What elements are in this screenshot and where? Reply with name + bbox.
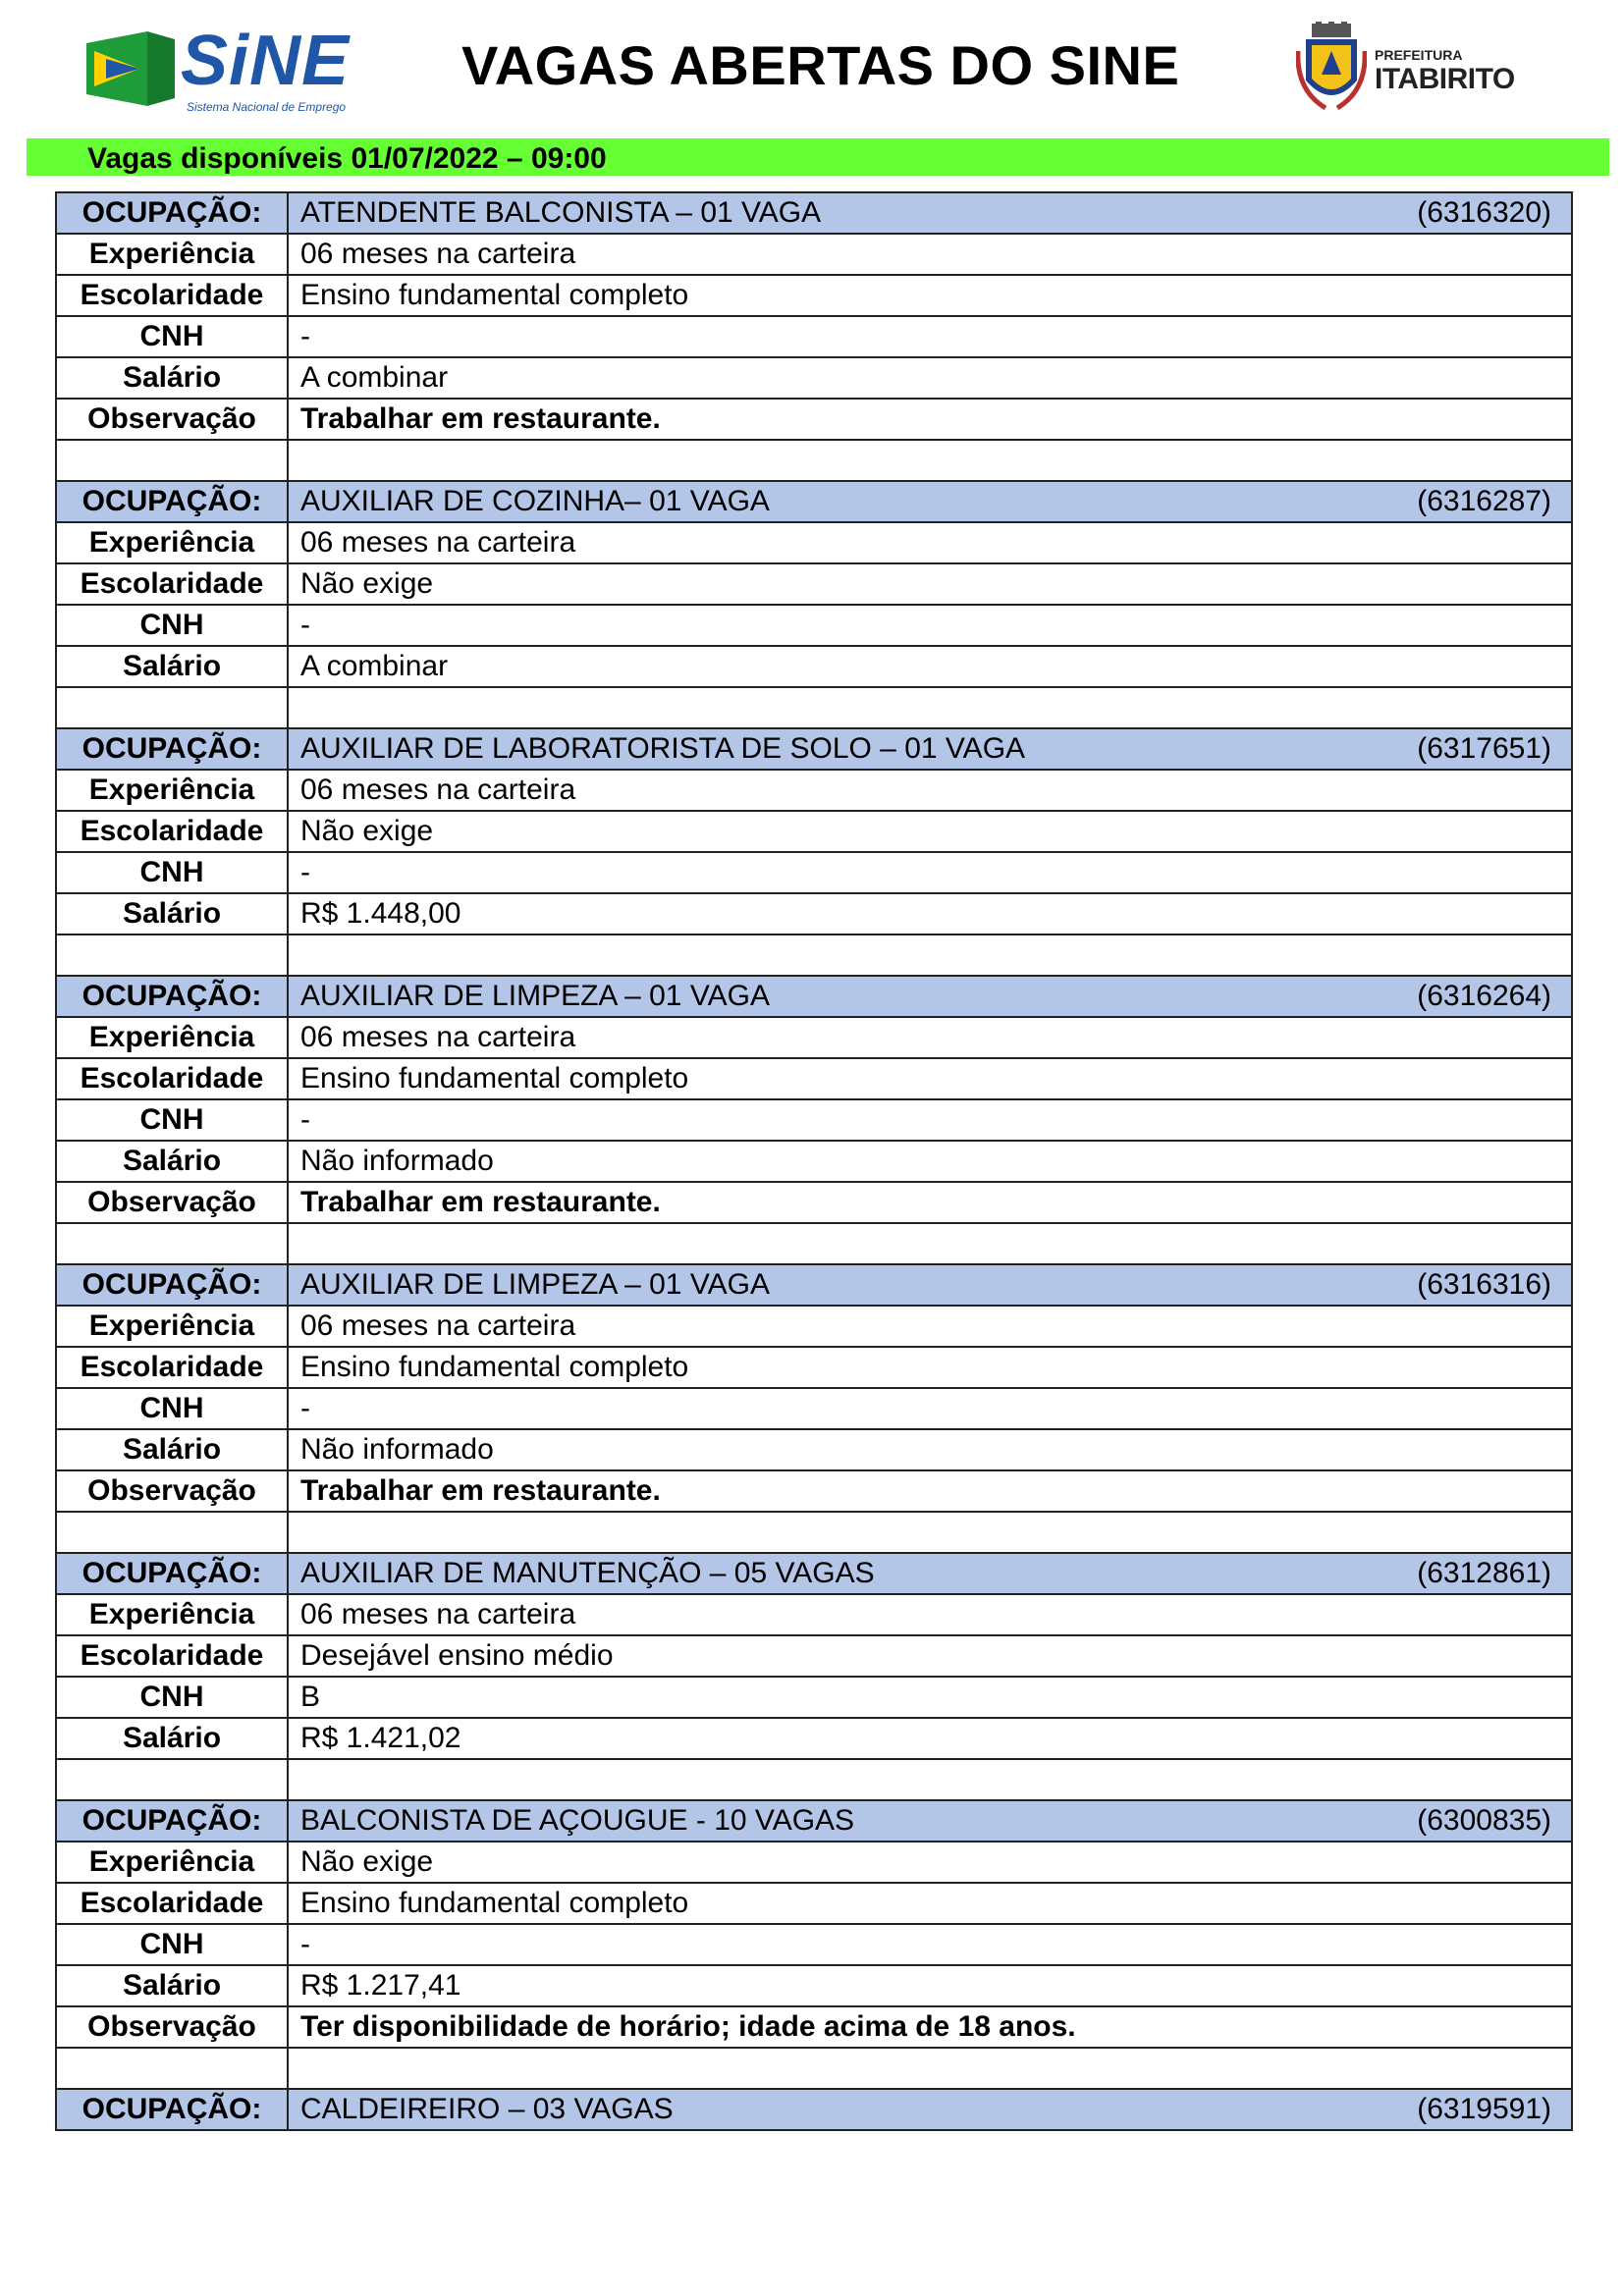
cnh-label: CNH — [56, 1099, 288, 1141]
occupation-title: AUXILIAR DE MANUTENÇÃO – 05 VAGAS — [300, 1557, 875, 1589]
cnh-label: CNH — [56, 1677, 288, 1718]
spacer-cell — [288, 440, 1572, 481]
salario-value: R$ 1.448,00 — [288, 893, 1572, 934]
escolaridade-label: Escolaridade — [56, 1883, 288, 1924]
page-header — [0, 0, 1624, 137]
occupation-cell — [288, 976, 1572, 1017]
occupation-label: OCUPAÇÃO: — [56, 1800, 288, 1842]
job-code: (6316287) — [1417, 485, 1551, 517]
salario-value: R$ 1.217,41 — [288, 1965, 1572, 2006]
observacao-value: Trabalhar em restaurante. — [288, 1470, 1572, 1512]
observacao-label: Observação — [56, 1182, 288, 1223]
job-detail-row — [56, 2006, 1572, 2048]
spacer-row — [56, 1512, 1572, 1553]
spacer-cell — [288, 1223, 1572, 1264]
observacao-value: Trabalhar em restaurante. — [288, 1182, 1572, 1223]
spacer-cell — [56, 934, 288, 976]
experiencia-label: Experiência — [56, 770, 288, 811]
job-detail-row — [56, 399, 1572, 440]
cnh-label: CNH — [56, 852, 288, 893]
job-detail-row — [56, 1594, 1572, 1635]
occupation-row — [56, 2089, 1572, 2130]
spacer-cell — [56, 1512, 288, 1553]
job-detail-row — [56, 1965, 1572, 2006]
page-title: VAGAS ABERTAS DO SINE — [461, 34, 1180, 96]
escolaridade-label: Escolaridade — [56, 1347, 288, 1388]
cnh-value: B — [288, 1677, 1572, 1718]
spacer-row — [56, 934, 1572, 976]
job-detail-row — [56, 316, 1572, 357]
spacer-row — [56, 440, 1572, 481]
experiencia-value: 06 meses na carteira — [288, 234, 1572, 275]
spacer-cell — [288, 1512, 1572, 1553]
escolaridade-label: Escolaridade — [56, 811, 288, 852]
spacer-cell — [288, 687, 1572, 728]
occupation-cell — [288, 481, 1572, 522]
occupation-label: OCUPAÇÃO: — [56, 481, 288, 522]
cnh-value: - — [288, 605, 1572, 646]
escolaridade-label: Escolaridade — [56, 563, 288, 605]
job-detail-row — [56, 1141, 1572, 1182]
job-detail-row — [56, 1718, 1572, 1759]
escolaridade-value: Não exige — [288, 811, 1572, 852]
job-detail-row — [56, 1677, 1572, 1718]
spacer-cell — [288, 934, 1572, 976]
occupation-label: OCUPAÇÃO: — [56, 2089, 288, 2130]
spacer-cell — [56, 687, 288, 728]
salario-value: A combinar — [288, 357, 1572, 399]
occupation-row — [56, 976, 1572, 1017]
job-detail-row — [56, 893, 1572, 934]
experiencia-label: Experiência — [56, 1594, 288, 1635]
city-name: ITABIRITO — [1375, 63, 1515, 95]
occupation-title: AUXILIAR DE COZINHA– 01 VAGA — [300, 485, 770, 517]
observacao-label: Observação — [56, 2006, 288, 2048]
occupation-title: AUXILIAR DE LABORATORISTA DE SOLO – 01 VAGA — [300, 732, 1026, 765]
observacao-value: Trabalhar em restaurante. — [288, 399, 1572, 440]
escolaridade-label: Escolaridade — [56, 1635, 288, 1677]
experiencia-label: Experiência — [56, 234, 288, 275]
spacer-row — [56, 1223, 1572, 1264]
observacao-label: Observação — [56, 399, 288, 440]
escolaridade-value: Ensino fundamental completo — [288, 1347, 1572, 1388]
occupation-cell — [288, 1800, 1572, 1842]
job-detail-row — [56, 1182, 1572, 1223]
job-detail-row — [56, 357, 1572, 399]
sine-logo-text: SiNE — [181, 22, 351, 100]
occupation-cell — [288, 728, 1572, 770]
occupation-label: OCUPAÇÃO: — [56, 976, 288, 1017]
job-detail-row — [56, 1347, 1572, 1388]
observacao-value: Ter disponibilidade de horário; idade acima de 18 anos. — [288, 2006, 1572, 2048]
job-code: (6312861) — [1417, 1557, 1551, 1589]
job-detail-row — [56, 1842, 1572, 1883]
job-detail-row — [56, 1099, 1572, 1141]
experiencia-label: Experiência — [56, 1842, 288, 1883]
occupation-title: ATENDENTE BALCONISTA – 01 VAGA — [300, 196, 822, 229]
escolaridade-label: Escolaridade — [56, 275, 288, 316]
job-code: (6319591) — [1417, 2093, 1551, 2125]
escolaridade-value: Não exige — [288, 563, 1572, 605]
escolaridade-value: Ensino fundamental completo — [288, 275, 1572, 316]
occupation-label: OCUPAÇÃO: — [56, 728, 288, 770]
jobs-table — [55, 191, 1573, 2131]
spacer-row — [56, 687, 1572, 728]
job-code: (6316264) — [1417, 980, 1551, 1012]
occupation-title: BALCONISTA DE AÇOUGUE - 10 VAGAS — [300, 1804, 855, 1837]
job-detail-row — [56, 1924, 1572, 1965]
spacer-cell — [56, 2048, 288, 2089]
occupation-label: OCUPAÇÃO: — [56, 192, 288, 234]
job-detail-row — [56, 646, 1572, 687]
escolaridade-label: Escolaridade — [56, 1058, 288, 1099]
occupation-title: AUXILIAR DE LIMPEZA – 01 VAGA — [300, 1268, 770, 1301]
salario-label: Salário — [56, 357, 288, 399]
occupation-cell — [288, 1264, 1572, 1306]
job-detail-row — [56, 1017, 1572, 1058]
job-detail-row — [56, 275, 1572, 316]
date-banner-text: Vagas disponíveis 01/07/2022 – 09:00 — [87, 142, 607, 175]
job-code: (6316316) — [1417, 1268, 1551, 1301]
occupation-row — [56, 481, 1572, 522]
experiencia-value: 06 meses na carteira — [288, 1017, 1572, 1058]
job-code: (6316320) — [1417, 196, 1551, 229]
prefeitura-label: PREFEITURA — [1375, 47, 1463, 63]
salario-label: Salário — [56, 646, 288, 687]
sine-logo — [86, 22, 361, 114]
occupation-row — [56, 728, 1572, 770]
occupation-title: AUXILIAR DE LIMPEZA – 01 VAGA — [300, 980, 770, 1012]
job-detail-row — [56, 605, 1572, 646]
job-detail-row — [56, 811, 1572, 852]
experiencia-label: Experiência — [56, 1017, 288, 1058]
job-detail-row — [56, 1470, 1572, 1512]
job-detail-row — [56, 1306, 1572, 1347]
spacer-row — [56, 1759, 1572, 1800]
salario-label: Salário — [56, 893, 288, 934]
job-detail-row — [56, 1429, 1572, 1470]
occupation-cell — [288, 2089, 1572, 2130]
experiencia-value: 06 meses na carteira — [288, 770, 1572, 811]
spacer-row — [56, 2048, 1572, 2089]
job-detail-row — [56, 1388, 1572, 1429]
experiencia-label: Experiência — [56, 522, 288, 563]
city-crest-icon — [1296, 22, 1367, 112]
cnh-label: CNH — [56, 605, 288, 646]
job-detail-row — [56, 522, 1572, 563]
salario-value: Não informado — [288, 1141, 1572, 1182]
occupation-cell — [288, 1553, 1572, 1594]
experiencia-value: 06 meses na carteira — [288, 522, 1572, 563]
job-detail-row — [56, 234, 1572, 275]
sine-logo-subtitle: Sistema Nacional de Emprego — [187, 100, 347, 114]
job-code: (6317651) — [1417, 732, 1551, 765]
occupation-label: OCUPAÇÃO: — [56, 1553, 288, 1594]
job-detail-row — [56, 1635, 1572, 1677]
cnh-value: - — [288, 1388, 1572, 1429]
spacer-cell — [288, 1759, 1572, 1800]
salario-label: Salário — [56, 1718, 288, 1759]
job-detail-row — [56, 1058, 1572, 1099]
spacer-cell — [56, 1759, 288, 1800]
occupation-label: OCUPAÇÃO: — [56, 1264, 288, 1306]
occupation-row — [56, 1553, 1572, 1594]
occupation-cell — [288, 192, 1572, 234]
occupation-title: CALDEIREIRO – 03 VAGAS — [300, 2093, 674, 2125]
experiencia-value: 06 meses na carteira — [288, 1594, 1572, 1635]
spacer-cell — [288, 2048, 1572, 2089]
salario-label: Salário — [56, 1429, 288, 1470]
salario-label: Salário — [56, 1141, 288, 1182]
occupation-row — [56, 192, 1572, 234]
salario-value: R$ 1.421,02 — [288, 1718, 1572, 1759]
escolaridade-value: Ensino fundamental completo — [288, 1883, 1572, 1924]
job-code: (6300835) — [1417, 1804, 1551, 1837]
occupation-row — [56, 1264, 1572, 1306]
job-detail-row — [56, 563, 1572, 605]
observacao-label: Observação — [56, 1470, 288, 1512]
occupation-row — [56, 1800, 1572, 1842]
cnh-label: CNH — [56, 1924, 288, 1965]
cnh-label: CNH — [56, 316, 288, 357]
spacer-cell — [56, 440, 288, 481]
sine-flag-icon — [86, 29, 177, 108]
cnh-value: - — [288, 852, 1572, 893]
cnh-label: CNH — [56, 1388, 288, 1429]
escolaridade-value: Ensino fundamental completo — [288, 1058, 1572, 1099]
cnh-value: - — [288, 1099, 1572, 1141]
job-detail-row — [56, 1883, 1572, 1924]
experiencia-value: Não exige — [288, 1842, 1572, 1883]
job-detail-row — [56, 852, 1572, 893]
prefeitura-logo — [1296, 22, 1542, 116]
job-detail-row — [56, 770, 1572, 811]
salario-label: Salário — [56, 1965, 288, 2006]
salario-value: Não informado — [288, 1429, 1572, 1470]
escolaridade-value: Desejável ensino médio — [288, 1635, 1572, 1677]
date-banner — [27, 138, 1609, 176]
spacer-cell — [56, 1223, 288, 1264]
salario-value: A combinar — [288, 646, 1572, 687]
experiencia-value: 06 meses na carteira — [288, 1306, 1572, 1347]
experiencia-label: Experiência — [56, 1306, 288, 1347]
cnh-value: - — [288, 316, 1572, 357]
cnh-value: - — [288, 1924, 1572, 1965]
